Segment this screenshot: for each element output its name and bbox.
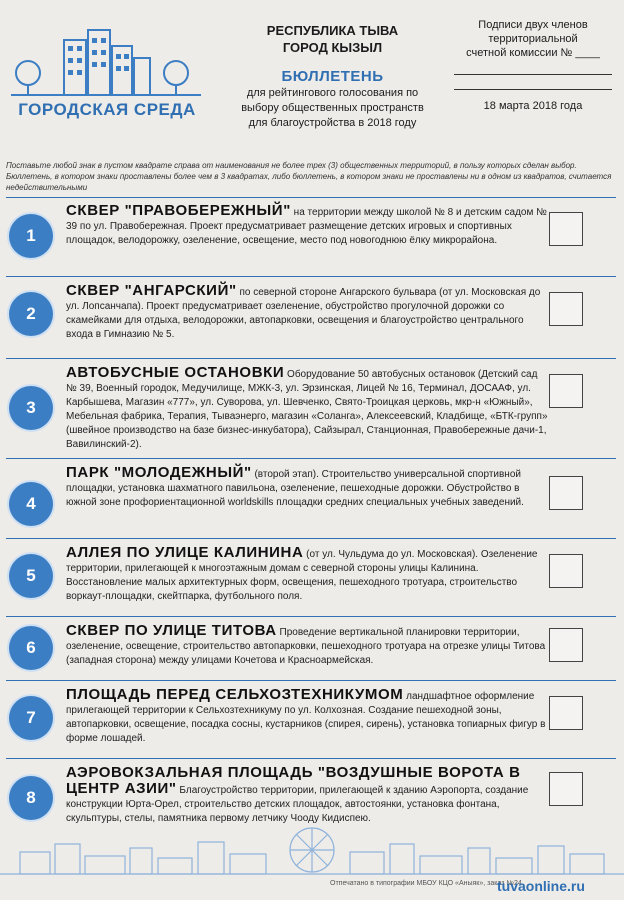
city-skyline-icon	[0, 822, 624, 882]
divider	[6, 458, 616, 459]
ballot-date: 18 марта 2018 года	[483, 100, 583, 112]
item-description	[66, 284, 550, 342]
logo-text: ГОРОДСКАЯ СРЕДА	[18, 100, 196, 119]
signature-line-1[interactable]	[454, 60, 612, 75]
item-number-badge: 1	[9, 214, 53, 258]
item-number-badge: 5	[9, 554, 53, 598]
item-description	[66, 766, 550, 826]
item-description	[66, 624, 550, 668]
item-title: СКВЕР "АНГАРСКИЙ"	[66, 282, 237, 299]
item-title: СКВЕР "ПРАВОБЕРЕЖНЫЙ"	[66, 202, 291, 219]
item-description	[66, 546, 550, 604]
item-number-badge: 2	[9, 292, 53, 336]
divider	[6, 358, 616, 359]
divider	[6, 276, 616, 277]
item-description	[66, 688, 550, 746]
republic-name: РЕСПУБЛИКА ТЫВА	[266, 23, 399, 38]
vote-checkbox-5[interactable]	[549, 554, 583, 588]
vote-checkbox-8[interactable]	[549, 772, 583, 806]
item-title: АЛЛЕЯ ПО УЛИЦЕ КАЛИНИНА	[66, 544, 304, 561]
city-skyline-icon	[6, 28, 206, 103]
item-details: (второй этап). Строительство универсальной спортивной площадки, установка шахматного павильона, озеленение, пешеходные дорожки. Обустройство в южной зоне профориентационной worldskills площадки средних специальных учебных заведений.	[66, 469, 524, 508]
ballot-header	[225, 22, 440, 130]
signatures-label-3: счетной комиссии № ____	[466, 47, 600, 59]
signatures-block	[448, 18, 618, 90]
city-name: ГОРОД КЫЗЫЛ	[282, 40, 383, 55]
item-title: СКВЕР ПО УЛИЦЕ ТИТОВА	[66, 622, 277, 639]
signatures-label-2: территориальной	[488, 33, 578, 45]
item-title: АВТОБУСНЫЕ ОСТАНОВКИ	[66, 364, 285, 381]
ballot-subtitle-2: выбору общественных пространств	[241, 102, 424, 114]
item-description	[66, 366, 550, 452]
vote-checkbox-7[interactable]	[549, 696, 583, 730]
vote-checkbox-6[interactable]	[549, 628, 583, 662]
item-number-badge: 8	[9, 776, 53, 820]
item-details: Благоустройство территории, прилегающей к зданию Аэропорта, создание конструкции Юрта-Орел, строительство детских площадок, автостоянки, установка фонтана, скульптуры, стелы, памятника первому летчику Чооду Кидиспею.	[66, 785, 529, 824]
item-title: ПАРК "МОЛОДЕЖНЫЙ"	[66, 464, 252, 481]
item-number-badge: 6	[9, 626, 53, 670]
item-number-badge: 3	[9, 386, 53, 430]
vote-checkbox-1[interactable]	[549, 212, 583, 246]
watermark: tuvaonline.ru	[497, 878, 585, 894]
item-description	[66, 204, 550, 248]
item-details: Проведение вертикальной планировки территории, озеленение, освещение, строительство автопарковки, пешеходного тротуара на отрезке улицы Титова (западная сторона) между улицами Кочетова и Красноармейская.	[66, 627, 546, 666]
item-details: по северной стороне Ангарского бульвара (от ул. Московская до ул. Лопсанчапа). Проект предусматривает озеленение, обустройство прогулочной дорожки со скамейками для отдыха, велодорожки, автопарковки, освещения и благоустройство центрального входа в Гимназию № 5.	[66, 287, 541, 340]
item-description	[66, 466, 550, 510]
item-details: (от ул. Чульдума до ул. Московская). Озеленение территории, прилегающей к многоэтажным домам с северной стороны улицы Калинина. Восстановление малых архитектурных форм, освещения, пешеходного тротуара, строительство воркаут-площадки, скейтпарка, футбольного поля.	[66, 549, 538, 602]
vote-checkbox-4[interactable]	[549, 476, 583, 510]
instruction-text: Поставьте любой знак в пустом квадрате справа от наименования не более трех (3) общественных территорий, в пользу которых сделан выбор. Бюллетень, в котором знаки проставлены более чем в 3 квадратах, либо бюллетень, в котором знаки не проставлены ни в одном из квадратов, считается недействительными	[6, 161, 612, 192]
ballot-subtitle-3: для благоустройства в 2018 году	[248, 117, 417, 129]
divider	[6, 197, 616, 198]
item-details: ландшафтное оформление прилегающей территории к Сельхозтехникуму по ул. Колхозная. Создание пешеходной зоны, автопарковки, освещение, посадка сосны, кустарников (спирея, сирень), установка топиарных фигур в форме лошадей.	[66, 691, 546, 744]
ballot-subtitle-1: для рейтингового голосования по	[246, 87, 419, 99]
item-details: на территории между школой № 8 и детским садом № 39 по ул. Правобережная. Проект предусматривает размещение детских игровых и спортивных площадок, велодорожку, озеленение, освещение, место под новогоднюю ёлку микрорайона.	[66, 207, 547, 246]
signatures-label-1: Подписи двух членов	[478, 19, 588, 31]
divider	[6, 758, 616, 759]
vote-checkbox-3[interactable]	[549, 374, 583, 408]
item-details: Оборудование 50 автобусных остановок (Детский сад № 39, Военный городок, Медучилище, МЖК-3, ул. Эрзинская, Лицей № 16, Терминал, ДОСААФ, ул. Карбышева, Магазин «777», ул. Суворова, ул. Шевченко, Свято-Троицкая церковь, мкр-н «Южный», Мебельная фабрика, Терапия, Тываэнерго, магазин «Соланга», Алексеевский, Кладбище, «БТК-групп» (швейное производство на базе бизнес-инкубатора), Сайзырал, Станционная, Правобережные дачи-1, Вавилинский-2).	[66, 369, 548, 450]
divider	[6, 680, 616, 681]
item-title: АЭРОВОКЗАЛЬНАЯ ПЛОЩАДЬ "ВОЗДУШНЫЕ ВОРОТА В ЦЕНТР АЗИИ"	[66, 764, 521, 797]
item-title: ПЛОЩАДЬ ПЕРЕД СЕЛЬХОЗТЕХНИКУМОМ	[66, 686, 404, 703]
vote-checkbox-2[interactable]	[549, 292, 583, 326]
divider	[6, 538, 616, 539]
item-number-badge: 7	[9, 696, 53, 740]
printer-note: Отпечатано в типографии МБОУ КЦО «Аныяк», заказ №24	[330, 880, 522, 887]
signature-line-2[interactable]	[454, 75, 612, 90]
item-number-badge: 4	[9, 482, 53, 526]
ballot-title: БЮЛЛЕТЕНЬ	[281, 68, 384, 85]
logo	[6, 28, 206, 128]
divider	[6, 616, 616, 617]
